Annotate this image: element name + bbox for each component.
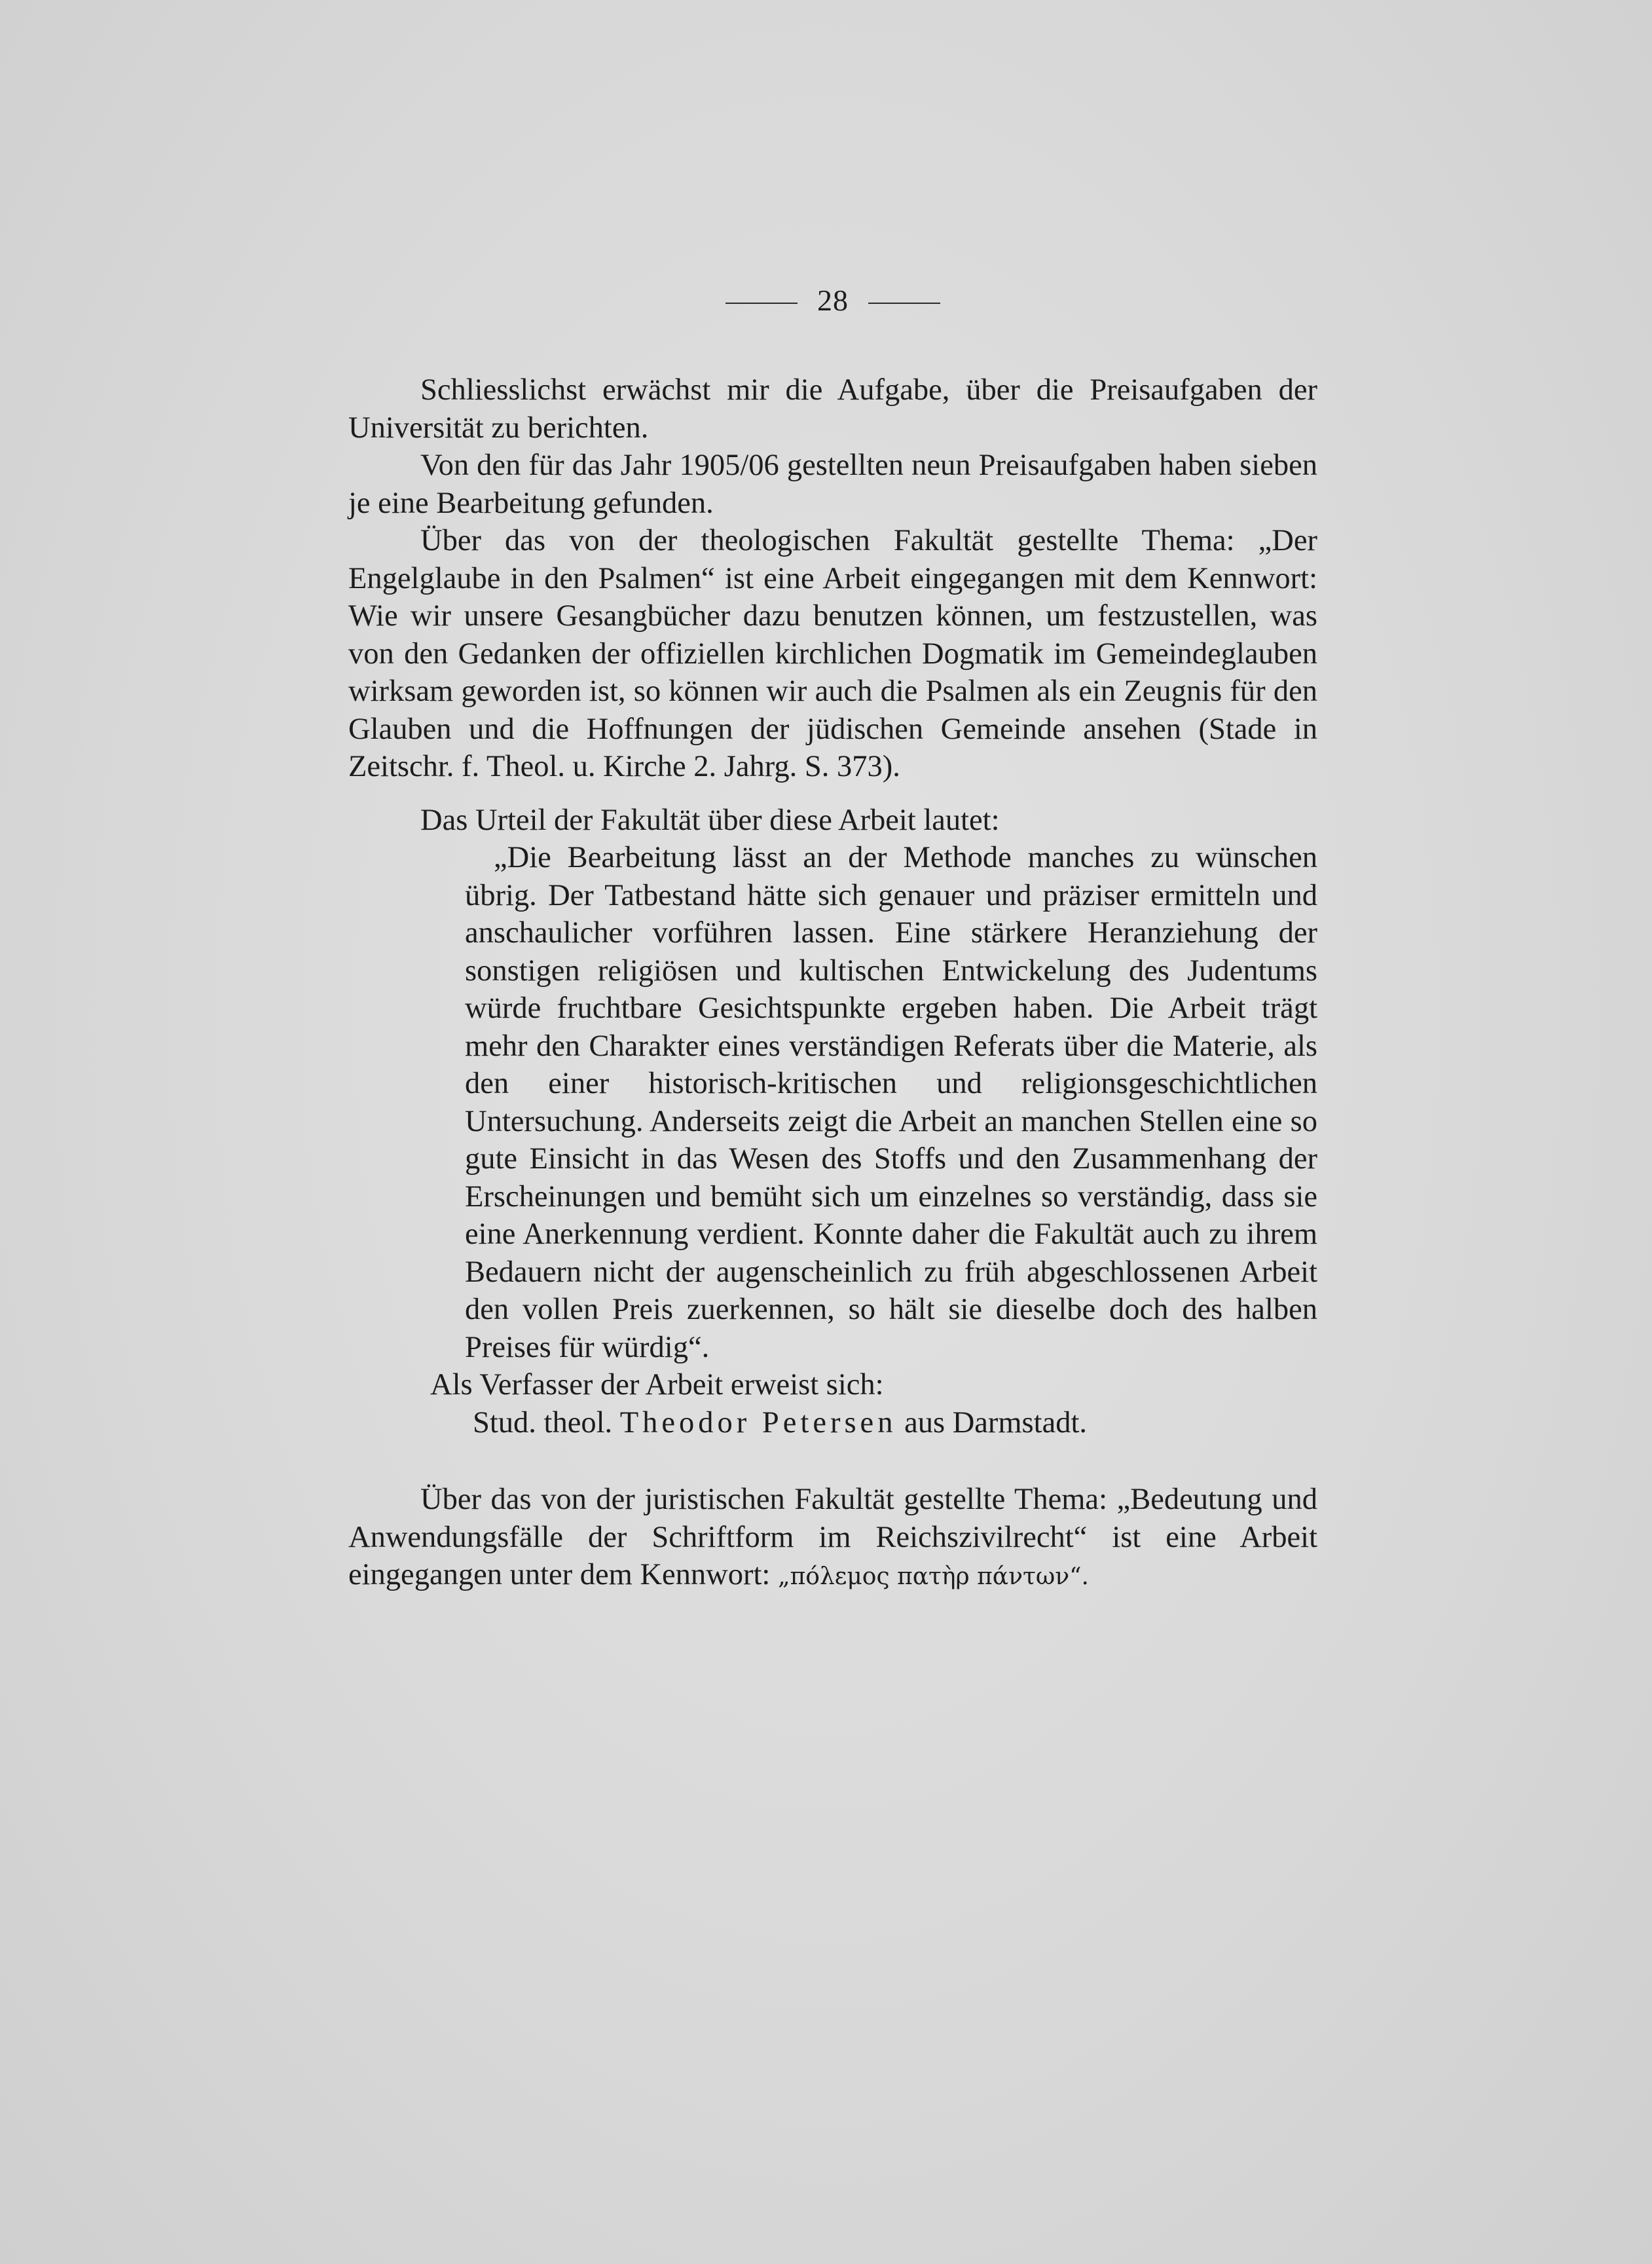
paragraph-prize-intro: Schliesslichst erwächst mir die Aufgabe, über die Preisaufgaben der Universität zu berichten. [348, 373, 1317, 445]
paragraph-judgment-intro: Das Urteil der Fakultät über diese Arbeit lautet: [420, 803, 1000, 837]
paragraph-theology-topic: Über das von der theologischen Fakultät gestellte Thema: „Der Engelglaube in den Psalmen“ ist eine Arbeit eingegangen mit dem Kennwort: Wie wir unsere Gesangbücher dazu benutzen können, um festzustellen, was von den Gedanken der offiziellen kirchlichen Dogmatik im Gemeindeglauben wirksam geworden ist, so können wir auch die Psalmen als ein Zeugnis für den Glauben und die Hoffnungen der jüdischen Gemeinde ansehen (Stade in Zeitschr. f. Theol. u. Kirche 2. Jahrg. S. 373). [348, 524, 1317, 783]
author-line [473, 1404, 1317, 1442]
law-topic-text: Über das von der juristischen Fakultät gestellte Thema: „Bedeutung und Anwendungsfälle der Schriftform im Reichszivilrecht“ ist eine Arbeit eingegangen unter dem Kennwort: [348, 1483, 1317, 1591]
page-number-header [348, 282, 1317, 319]
author-suffix: aus Darmstadt. [904, 1405, 1088, 1439]
greek-motto: „πόλεμος πατὴρ πάντων“. [777, 1563, 1090, 1590]
text-block [348, 282, 1317, 1596]
header-dash-right [868, 303, 940, 304]
paragraph-law-topic [348, 1481, 1317, 1596]
author-name: Theodor Petersen [619, 1405, 897, 1439]
author-intro: Als Verfasser der Arbeit erweist sich: [430, 1368, 884, 1401]
spacer [348, 1441, 1317, 1481]
header-dash-left [725, 303, 798, 304]
faculty-judgment-quote: „Die Bearbeitung lässt an der Methode manches zu wünschen übrig. Der Tatbestand hätte sich genauer und präziser ermitteln und anschaulicher vorführen lassen. Eine stärkere Heranziehung der sonstigen religiösen und kultischen Entwickelung des Judentums würde fruchtbare Gesichtspunkte ergeben haben. Die Arbeit trägt mehr den Charakter eines verständigen Referats über die Materie, als den einer historisch-kritischen und religionsgeschichtlichen Untersuchung. Anderseits zeigt die Arbeit an manchen Stellen eine so gute Einsicht in das Wesen des Stoffs und den Zusammenhang der Erscheinungen und bemüht sich um einzelnes so verständig, dass sie eine Anerkennung verdient. Konnte daher die Fakultät auch zu ihrem Bedauern nicht der augenscheinlich zu früh abgeschlossenen Arbeit den vollen Preis zuerkennen, so hält sie dieselbe doch des halben Preises für würdig“. [465, 841, 1317, 1364]
author-prefix: Stud. theol. [473, 1405, 613, 1439]
spacer [348, 786, 1317, 802]
page-number: 28 [817, 284, 849, 317]
paragraph-prize-count: Von den für das Jahr 1905/06 gestellten neun Preisaufgaben haben sieben je eine Bearbeitung gefunden. [348, 449, 1317, 520]
